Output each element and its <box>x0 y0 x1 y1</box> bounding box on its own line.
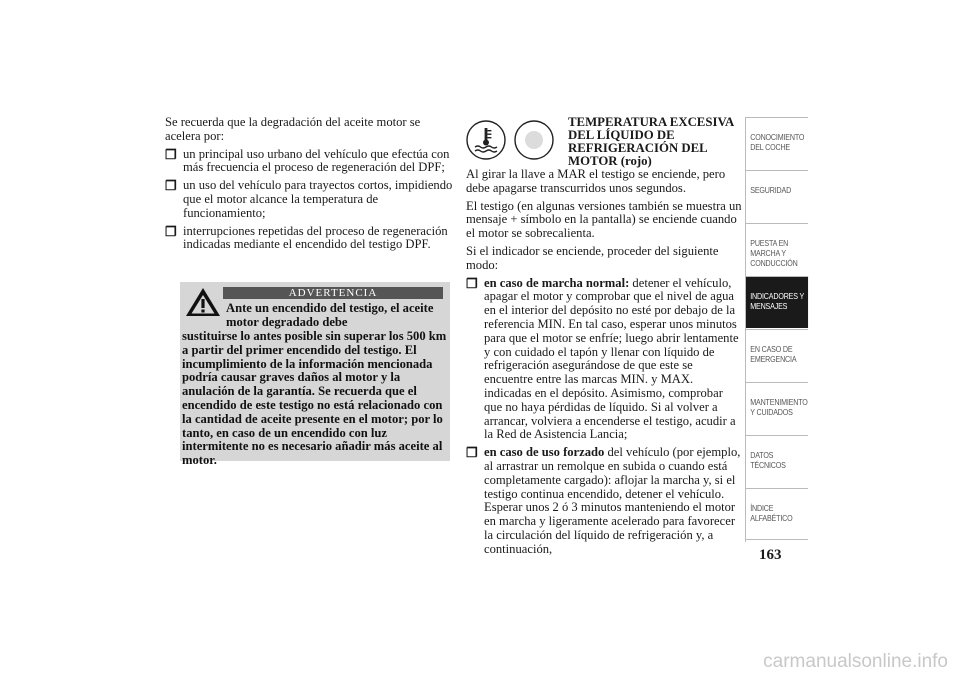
left-intro: Se recuerda que la degradación del aceite motor se acelera por: <box>165 115 421 143</box>
left-column <box>165 116 455 256</box>
warning-lead: Ante un encendido del testigo, el aceite motor degradado debe <box>226 301 434 329</box>
section-title: TEMPERATURA EXCESIVA DEL LÍQUIDO DE REFRIGERACIÓN DEL MOTOR (rojo) <box>568 115 734 168</box>
tab-seguridad[interactable]: SEGURIDAD <box>746 170 808 222</box>
tab-datos-tecnicos[interactable]: DATOS TÉCNICOS <box>746 435 808 487</box>
list-item <box>466 446 742 556</box>
tab-mantenimiento[interactable]: MANTENIMIENTO Y CUIDADOS <box>746 382 808 434</box>
paragraph: Si el indicador se enciende, proceder del siguiente modo: <box>466 243 719 272</box>
tab-indice[interactable]: ÍNDICE ALFABÉTICO <box>746 488 808 540</box>
bullet-text: un principal uso urbano del vehículo que efectúa con más frecuencia el proceso de regeneración del DPF; <box>183 146 450 175</box>
chapter-tabs <box>745 117 821 542</box>
bullet-box-icon: ❐ <box>466 445 478 461</box>
bullet-text: interrupciones repetidas del proceso de regeneración indicadas mediante el encendido del testigo DPF. <box>183 223 448 252</box>
list-item <box>165 179 455 220</box>
tab-conocimiento[interactable]: CONOCIMIENTO DEL COCHE <box>746 117 808 169</box>
bullet-box-icon: ❐ <box>165 178 177 194</box>
bullet-bold: en caso de marcha normal: <box>484 275 630 290</box>
paragraph: El testigo (en algunas versiones también se muestra un mensaje + símbolo en la pantalla) se enciende cuando el motor se sobrecalienta. <box>466 198 742 241</box>
bullet-box-icon: ❐ <box>165 146 177 162</box>
watermark: carmanualsonline.info <box>763 651 948 672</box>
tab-puesta-en-marcha[interactable]: PUESTA EN MARCHA Y CONDUCCIÓN <box>746 223 808 275</box>
paragraph: Al girar la llave a MAR el testigo se enciende, pero debe apagarse transcurridos unos segundos. <box>466 167 726 195</box>
warning-box <box>180 282 450 468</box>
tab-indicadores[interactable]: INDICADORES Y MENSAJES <box>746 276 808 328</box>
list-item <box>466 277 742 443</box>
list-item <box>165 225 455 253</box>
bullet-box-icon: ❐ <box>466 275 478 291</box>
warning-header: ADVERTENCIA <box>223 287 443 299</box>
tab-emergencia[interactable]: EN CASO DE EMERGENCIA <box>746 329 808 381</box>
indicator-dot-icon <box>514 120 554 160</box>
bullet-bold: en caso de uso forzado <box>484 445 605 460</box>
page-number: 163 <box>759 547 782 563</box>
bullet-text: detener el vehículo, apagar el motor y comprobar que el nivel de agua en el interior del depósito no esté por debajo de la referencia MIN. En tal caso, esperar unos minutos para que el motor se enfríe; luego abrir lentamente y con cuidado el tapón y llenar con líquido de refrigeración asegurándose de que este se encuentre entre las marcas MIN. y MAX. indicadas en el depósito. Asimismo, comprobar que no haya pérdidas de líquido. Si al volver a arrancar, volviera a encenderse el testigo, acudir a la Red de Asistencia Lancia; <box>484 275 739 442</box>
warning-body: sustituirse lo antes posible sin superar los 500 km a partir del primer encendido del testigo. El incumplimiento de la información mencionada podría causar graves daños al motor y la anulación de la garantía. Se recuerda que el encendido de este testigo no está relacionado con la cantidad de aceite presente en el motor; por lo tanto, en caso de un encendido con luz intermitente no es necesario añadir más aceite al motor. <box>182 329 447 468</box>
list-item <box>165 148 455 176</box>
bullet-box-icon: ❐ <box>165 223 177 239</box>
warning-triangle-icon <box>184 286 222 318</box>
bullet-text: del vehículo (por ejemplo, al arrastrar un remolque en subida o cuando está completamente cargado): aflojar la marcha y, si el testigo continua encendido, detener el vehículo. Esperar unos 2 ó 3 minutos manteniendo el motor en marcha y ligeramente acelerado para favorecer la circulación del líquido de refrigeración y, a continuación, <box>484 445 741 556</box>
right-column <box>466 116 742 561</box>
bullet-text: un uso del vehículo para trayectos cortos, impidiendo que el motor alcance la temperatura de funcionamiento; <box>183 178 453 220</box>
indicator-icons <box>466 116 562 160</box>
coolant-temperature-icon <box>466 120 506 160</box>
